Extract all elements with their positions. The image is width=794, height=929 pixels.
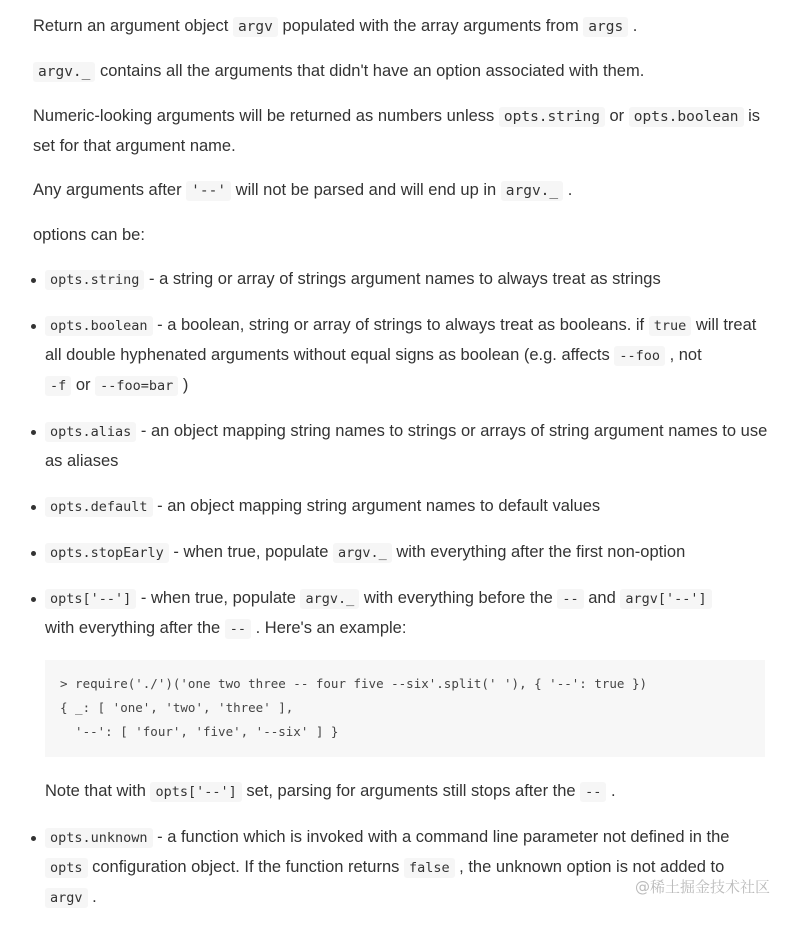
text: . [563, 181, 573, 199]
text: , the unknown option is not added to [454, 858, 725, 876]
text: or [604, 107, 629, 125]
code-argv-dashdash: argv['--'] [620, 589, 711, 609]
code-dashdash: -- [580, 782, 606, 802]
text: Numeric-looking arguments will be returned as numbers unless [33, 107, 499, 125]
text: - when true, populate [136, 589, 301, 607]
paragraph-dashdash [33, 176, 773, 206]
text: set, parsing for arguments still stops after the [241, 782, 581, 800]
text: configuration object. If the function returns [87, 858, 404, 876]
text: , not [664, 346, 702, 364]
code-opts-boolean: opts.boolean [629, 107, 744, 127]
note-paragraph [45, 777, 773, 807]
text: will not be parsed and will end up in [231, 181, 501, 199]
code-opts-string: opts.string [499, 107, 605, 127]
text: - a function which is invoked with a command line parameter not defined in the [152, 828, 730, 846]
code-opts-default: opts.default [45, 497, 153, 517]
text: with everything after the [45, 619, 225, 637]
text: - an object mapping string argument names to default values [152, 497, 601, 515]
code-opts-dashdash: opts['--'] [45, 589, 136, 609]
code-opts-boolean: opts.boolean [45, 316, 153, 336]
code-f: -f [45, 376, 71, 396]
code-opts-stopearly: opts.stopEarly [45, 543, 169, 563]
text: populated with the array arguments from [277, 17, 584, 35]
list-item-opts-alias [33, 417, 773, 476]
paragraph-numeric [33, 102, 773, 161]
code-argv: argv [45, 888, 88, 908]
text: or [71, 376, 96, 394]
paragraph-options-can-be: options can be: [33, 226, 145, 244]
text: - when true, populate [168, 543, 333, 561]
text: with everything after the first non-option [391, 543, 686, 561]
code-argv-underscore: argv._ [501, 181, 563, 201]
text: . Here's an example: [251, 619, 407, 637]
doc-content [33, 12, 773, 929]
list-item-opts-default [33, 492, 773, 522]
code-opts-alias: opts.alias [45, 422, 136, 442]
text: Return an argument object [33, 17, 233, 35]
code-dashdash: '--' [186, 181, 231, 201]
list-item-opts-dashdash [33, 584, 773, 807]
code-opts-dashdash: opts['--'] [150, 782, 241, 802]
list-item-opts-boolean [33, 311, 773, 401]
code-argv: argv [233, 17, 278, 37]
code-foo: --foo [614, 346, 665, 366]
list-item-opts-unknown [33, 823, 773, 913]
text: . [87, 888, 97, 906]
code-opts-string: opts.string [45, 270, 144, 290]
text: and [583, 589, 621, 607]
text: with everything before the [359, 589, 558, 607]
code-false: false [404, 858, 455, 878]
text: Any arguments after [33, 181, 187, 199]
text: is set for that argument name. [33, 107, 761, 155]
text: - a boolean, string or array of strings to always treat as booleans. if [152, 316, 649, 334]
code-foo-bar: --foo=bar [95, 376, 178, 396]
watermark: @稀土掘金技术社区 [634, 878, 770, 896]
options-list [33, 265, 773, 913]
code-args: args [583, 17, 628, 37]
text: contains all the arguments that didn't have an option associated with them. [95, 62, 645, 80]
text: - a string or array of strings argument names to always treat as strings [144, 270, 661, 288]
text: will treat all double hyphenated arguments without equal signs as boolean (e.g. affects [45, 316, 757, 364]
text: Note that with [45, 782, 151, 800]
code-argv-underscore: argv._ [33, 62, 95, 82]
text: . [606, 782, 616, 800]
code-opts-unknown: opts.unknown [45, 828, 153, 848]
code-example-block: > require('./')('one two three -- four five --six'.split(' '), { '--': true }) { _: [ 'one', 'two', 'three' ], '--': [ 'four', 'five', '--six' ] } [45, 660, 765, 757]
list-item-opts-stopearly [33, 538, 773, 568]
paragraph-return [33, 12, 773, 42]
code-true: true [649, 316, 692, 336]
paragraph-argv-underscore [33, 57, 773, 87]
text: ) [178, 376, 189, 394]
text: - an object mapping string names to strings or arrays of string argument names to use as aliases [45, 422, 768, 470]
code-argv-underscore: argv._ [300, 589, 359, 609]
list-item-opts-string [33, 265, 773, 295]
code-dashdash: -- [557, 589, 583, 609]
code-dashdash: -- [225, 619, 251, 639]
code-opts: opts [45, 858, 88, 878]
text: . [628, 17, 638, 35]
code-argv-underscore: argv._ [333, 543, 392, 563]
